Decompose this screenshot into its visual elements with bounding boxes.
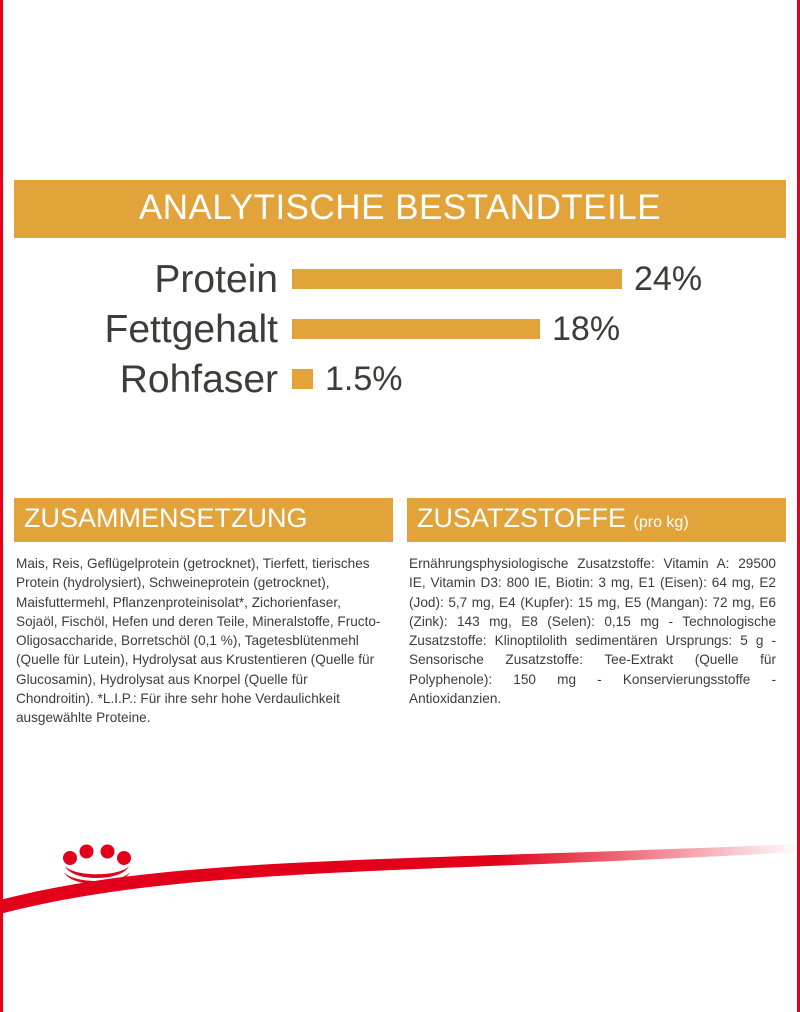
- chart-row-value: 1.5%: [325, 360, 403, 398]
- additives-heading: [407, 498, 786, 542]
- additives-block: [407, 498, 786, 728]
- composition-block: [14, 498, 393, 728]
- chart-row-value: 18%: [552, 310, 621, 348]
- chart-row-label: Rohfaser: [119, 357, 278, 401]
- chart-row-label: Protein: [154, 257, 278, 301]
- royal-canin-crown-icon: [62, 844, 132, 890]
- additives-heading-sub: (pro kg): [633, 514, 689, 531]
- chart-row-label: Fettgehalt: [104, 307, 278, 351]
- chart-row-bar: [292, 269, 622, 289]
- composition-text: Mais, Reis, Geflügelprotein (getrocknet), Tierfett, tierisches Protein (hydrolysiert), Schweineprotein (getrocknet), Maisfuttermehl, Pflanzenproteinisolat*, Zichorienfaser, Sojaöl, Fischöl, Hefen und deren Teile, Mineralstoffe, Fructo-Oligosaccharide, Borretschöl (0,1 %), Tagetesblütenmehl (Quelle für Lutein), Hydrolysat aus Krustentieren (Quelle für Glucosamin), Hydrolysat aus Knorpel (Quelle für Chondroitin). *L.I.P.: Für ihre sehr hohe Verdaulichkeit ausgewählte Proteine.: [16, 556, 381, 726]
- chart-row-bar: [292, 369, 313, 389]
- analytical-constituents-chart: [14, 254, 786, 404]
- chart-row-value: 24%: [634, 260, 703, 298]
- additives-heading-main: ZUSATZSTOFFE: [417, 503, 626, 533]
- chart-row: [20, 354, 786, 404]
- analytical-constituents-title: ANALYTISCHE BESTANDTEILE: [14, 180, 786, 238]
- additives-text: Ernährungsphysiologische Zusatzstoffe: Vitamin A: 29500 IE, Vitamin D3: 800 IE, Biotin: 3 mg, E1 (Eisen): 64 mg, E2 (Jod): 5,7 mg, E4 (Kupfer): 15 mg, E5 (Mangan): 72 mg, E6 (Zink): 143 mg, E8 (Selen): 0,15 mg - Technologische Zusatzstoffe: Klinoptilolith sedimentären Ursprungs: 5 g - Sensorische Zusatzstoffe: Tee-Extrakt (Quelle für Polyphenole): 150 mg - Konservierungsstoffe - Antioxidanzien.: [409, 556, 776, 707]
- footer-swoosh: [0, 822, 800, 1012]
- chart-row-bar: [292, 319, 540, 339]
- chart-row: [20, 304, 786, 354]
- chart-row: [20, 254, 786, 304]
- analytical-constituents-section: [14, 180, 786, 404]
- composition-heading: ZUSAMMENSETZUNG: [14, 498, 393, 542]
- ingredient-columns: [14, 498, 786, 728]
